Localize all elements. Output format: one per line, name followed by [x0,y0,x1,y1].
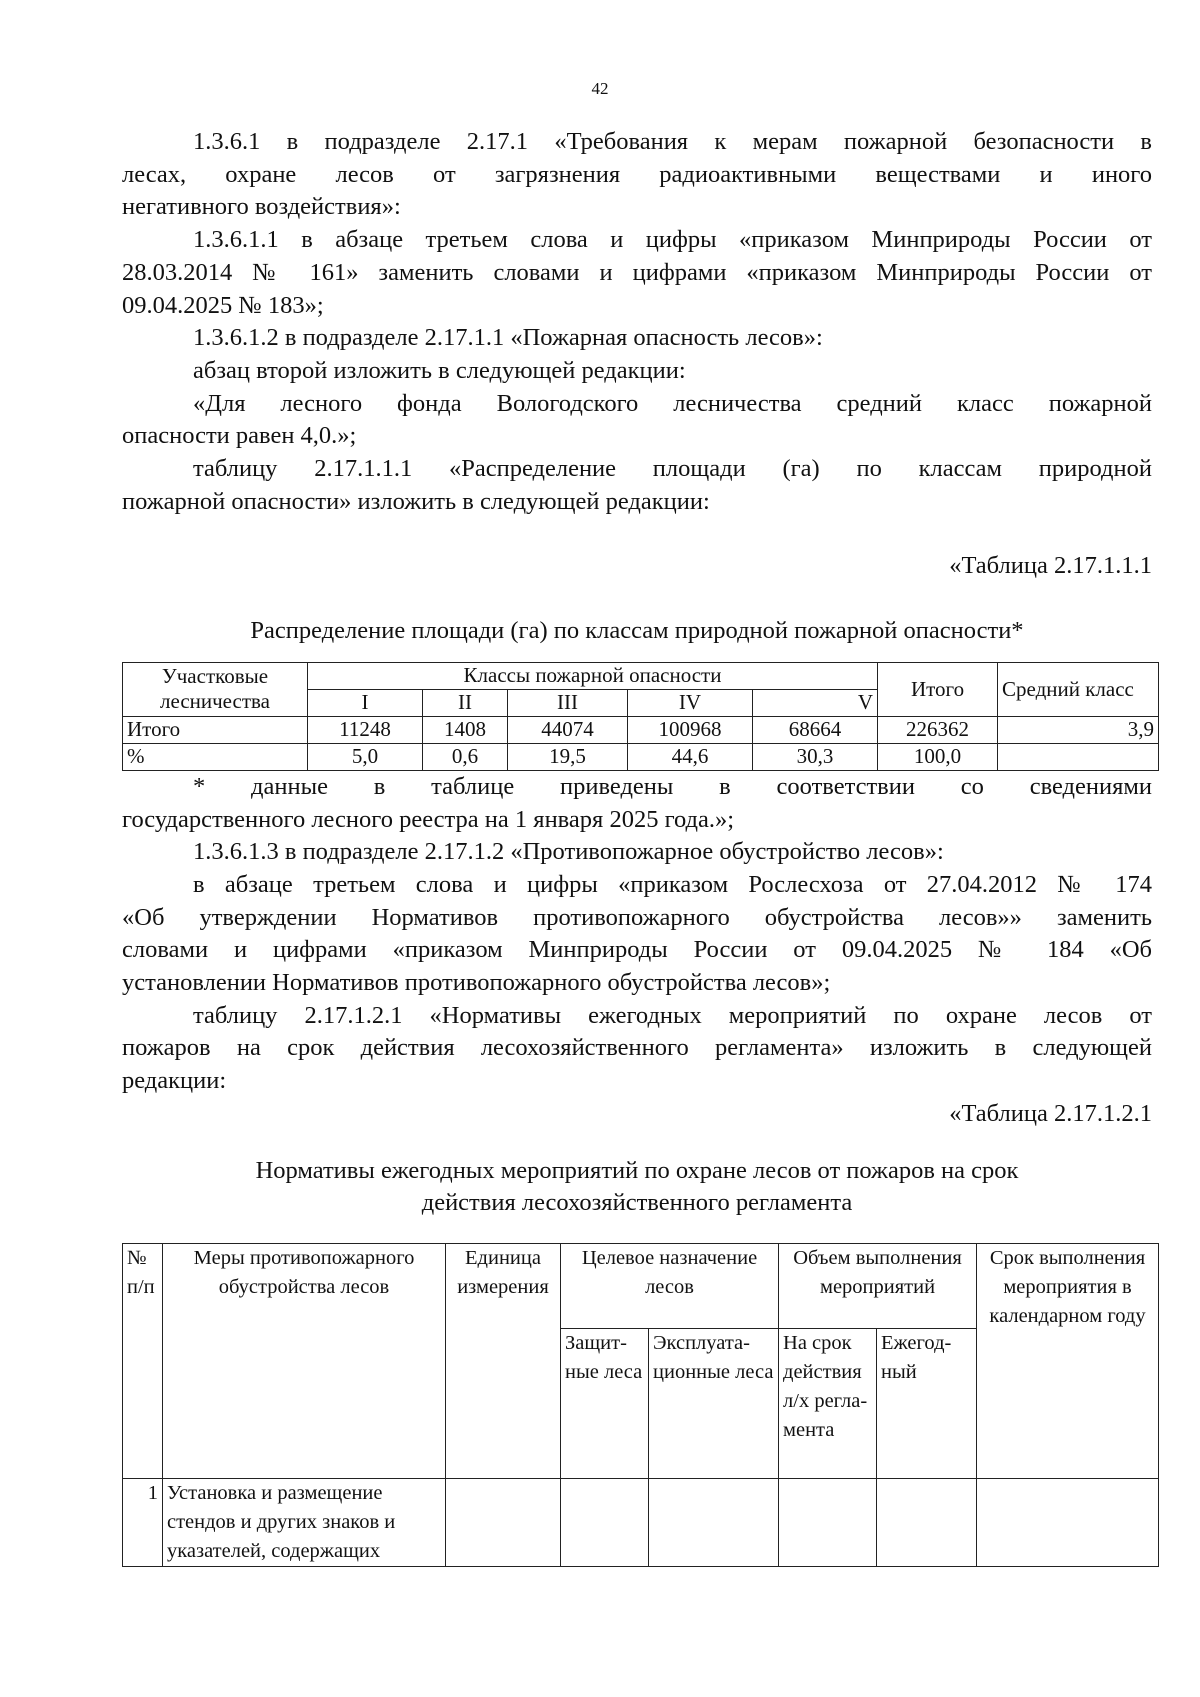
paragraph-3: 1.3.6.1.2 в подразделе 2.17.1.1 «Пожарная опасность лесов»: [193,324,823,352]
paragraph-5-line-1: «Для лесного фонда Вологодского лесничества средний класс пожарной [193,389,1152,417]
cell-empty [446,1478,561,1566]
header-class-4: IV [628,689,753,716]
paragraph-6-line-1: таблицу 2.17.1.1.1 «Распределение площади (га) по классам природной [193,455,1152,483]
header-class-5: V [753,689,878,716]
header-num: № п/п [123,1243,163,1478]
table-row [123,1478,1159,1566]
paragraph-9-line-4: установлении Нормативов противопожарного обустройства лесов»; [122,969,831,997]
header-volume: Объем выполнения мероприятий [779,1243,977,1328]
cell-value: 30,3 [753,743,878,770]
table-row [123,716,1159,743]
header-class-2: II [423,689,508,716]
document-body [122,126,1155,1567]
paragraph-9-line-1: в абзаце третьем слова и цифры «приказом Рослесхоза от 27.04.2012 № 174 [193,870,1152,898]
cell-value: 68664 [753,716,878,743]
cell-empty [877,1478,977,1566]
header-unit: Единица измерения [446,1243,561,1478]
cell-avg [998,743,1159,770]
paragraph-4: абзац второй изложить в следующей редакции: [193,356,686,384]
cell-empty [649,1478,779,1566]
header-classes: Классы пожарной опасности [308,662,878,689]
fire-class-table [122,662,1159,771]
paragraph-9-line-3: словами и цифрами «приказом Минприроды России от 09.04.2025 № 184 «Об [122,936,1152,964]
paragraph-9-line-2: «Об утверждении Нормативов противопожарного обустройства лесов»» заменить [122,903,1152,931]
cell-total: 100,0 [878,743,998,770]
cell-value: 1408 [423,716,508,743]
cell-value: 0,6 [423,743,508,770]
cell-value: 44074 [508,716,628,743]
row-num: 1 [123,1478,163,1566]
cell-avg: 3,9 [998,716,1159,743]
row-label: Итого [123,716,308,743]
header-measures: Меры противопожарного обустройства лесов [163,1243,446,1478]
paragraph-10-line-3: редакции: [122,1067,227,1095]
header-deadline: Срок выполнения мероприятия в календарном году [977,1243,1159,1478]
paragraph-7-line-2: государственного лесного реестра на 1 января 2025 года.»; [122,805,735,833]
paragraph-2-line-1: 1.3.6.1.1 в абзаце третьем слова и цифры «приказом Минприроды России от [193,226,1152,254]
header-district: Участковые лесничества [123,662,308,716]
header-class-3: III [508,689,628,716]
paragraph-10-line-2: пожаров на срок действия лесохозяйственного регламента» изложить в следующей [122,1034,1152,1062]
header-total: Итого [878,662,998,716]
cell-empty [779,1478,877,1566]
header-volume-annual: Ежегод-ный [877,1328,977,1478]
paragraph-2-line-2: 28.03.2014 № 161» заменить словами и цифрами «приказом Минприроды России от [122,258,1152,286]
header-volume-term: На срок действия л/х регла-мента [779,1328,877,1478]
table2-title [122,1155,1152,1219]
table1-caption: «Таблица 2.17.1.1.1 [949,552,1152,580]
header-purpose-protective: Защит-ные леса [561,1328,649,1478]
header-purpose: Целевое назначение лесов [561,1243,779,1328]
paragraph-10-line-1: таблицу 2.17.1.2.1 «Нормативы ежегодных мероприятий по охране лесов от [193,1001,1152,1029]
table2-title-line-1: Нормативы ежегодных мероприятий по охране лесов от пожаров на срок [255,1156,1019,1184]
cell-value: 11248 [308,716,423,743]
cell-total: 226362 [878,716,998,743]
page-number: 42 [591,79,609,98]
paragraph-2-line-3: 09.04.2025 № 183»; [122,291,324,319]
paragraph-6-line-2: пожарной опасности» изложить в следующей редакции: [122,487,710,515]
cell-value: 19,5 [508,743,628,770]
paragraph-1-line-3: негативного воздействия»: [122,193,401,221]
row-measure: Установка и размещение стендов и других знаков и указателей, содержащих [163,1478,446,1566]
paragraph-5-line-2: опасности равен 4,0.»; [122,422,357,450]
paragraph-8: 1.3.6.1.3 в подразделе 2.17.1.2 «Противопожарное обустройство лесов»: [193,838,944,866]
table1-title: Распределение площади (га) по классам природной пожарной опасности* [250,617,1024,645]
fire-measures-table [122,1243,1159,1567]
header-purpose-exploitation: Эксплуата-ционные леса [649,1328,779,1478]
paragraph-1-line-1: 1.3.6.1 в подразделе 2.17.1 «Требования к мерам пожарной безопасности в [193,128,1152,155]
header-avg-class: Средний класс [998,662,1159,716]
table-row [123,743,1159,770]
paragraph-7-line-1: * данные в таблице приведены в соответствии со сведениями [193,772,1152,800]
header-class-1: I [308,689,423,716]
table2-caption: «Таблица 2.17.1.2.1 [949,1099,1152,1127]
cell-value: 44,6 [628,743,753,770]
cell-empty [561,1478,649,1566]
row-label: % [123,743,308,770]
paragraph-1-line-2: лесах, охране лесов от загрязнения радиоактивными веществами и иного [122,160,1152,188]
cell-value: 100968 [628,716,753,743]
cell-empty [977,1478,1159,1566]
cell-value: 5,0 [308,743,423,770]
table2-title-line-2: действия лесохозяйственного регламента [421,1188,853,1216]
